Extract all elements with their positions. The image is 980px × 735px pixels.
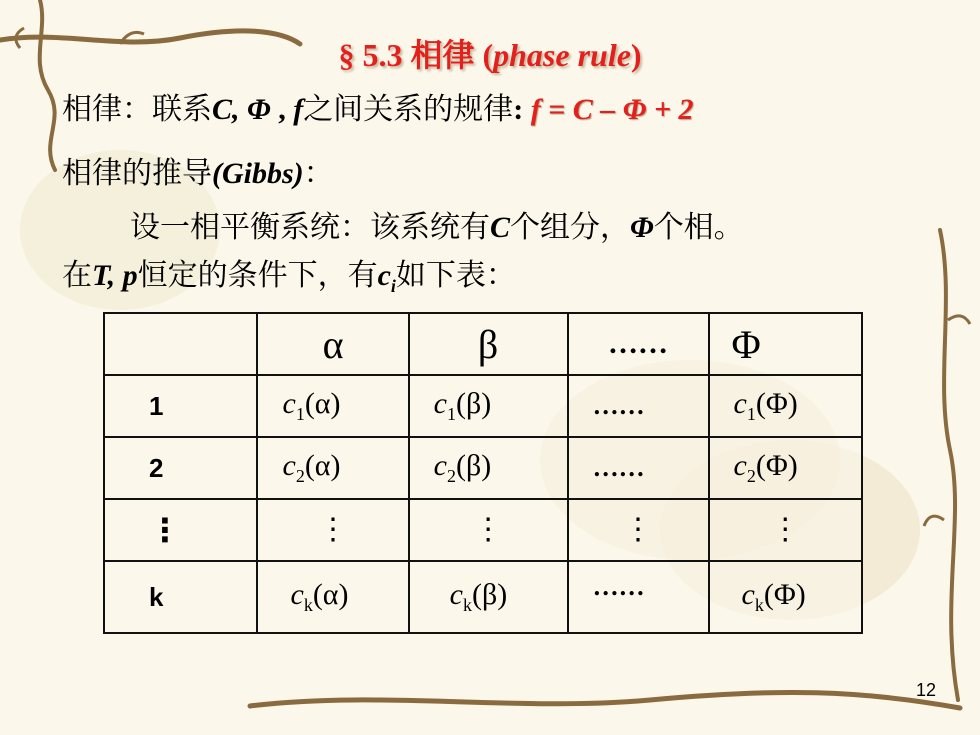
colon: ：: [303, 156, 334, 191]
table-cell: $c_2(\beta)$: [409, 437, 568, 499]
table-cell: $c_k(\alpha)$: [257, 561, 408, 633]
table-cell: $c_1(\beta)$: [409, 375, 568, 437]
phase-rule-formula: f = C – Φ + 2: [523, 93, 694, 126]
row-label: ⋮: [104, 499, 257, 561]
table-row: [104, 499, 862, 561]
derivation-heading: [62, 156, 334, 192]
table-cell: ⋮: [257, 499, 408, 561]
row-label: k: [104, 561, 257, 633]
title-english: phase rule: [493, 37, 631, 73]
header-cell: β: [409, 313, 568, 375]
gibbs: (Gibbs): [212, 157, 304, 190]
table-cell: $c_1(\Phi)$: [709, 375, 863, 437]
symbol-tp: T, p: [92, 259, 138, 292]
table-row: [104, 561, 862, 633]
table-row: [104, 437, 862, 499]
text: 设一相平衡系统：该系统有: [130, 210, 490, 245]
row-label: 2: [104, 437, 257, 499]
header-cell: ……: [568, 313, 709, 375]
slide-title: [0, 30, 980, 76]
table-row: [104, 375, 862, 437]
table-header-row: [104, 313, 862, 375]
text: 如下表：: [395, 258, 516, 293]
symbol-c: c: [377, 259, 391, 292]
page-number: 12: [915, 680, 936, 700]
table-cell: ⋮: [709, 499, 863, 561]
header-cell: [104, 313, 257, 375]
table-cell: ……: [568, 561, 709, 633]
text: 个组分，: [510, 210, 631, 245]
table-cell: $c_1(\alpha)$: [257, 375, 408, 437]
table-cell: $c_k(\Phi)$: [709, 561, 863, 633]
header-cell: Φ: [709, 313, 863, 375]
text: 相律：联系: [62, 92, 212, 127]
table-cell: ⋮: [568, 499, 709, 561]
symbol-f: f: [293, 93, 304, 126]
row-label: 1: [104, 375, 257, 437]
symbol-phi: Φ: [630, 211, 654, 244]
text: 在: [62, 258, 92, 293]
text: 恒定的条件下，有: [137, 258, 378, 293]
symbol-phi: Φ: [239, 93, 271, 126]
table-cell: $c_2(\Phi)$: [709, 437, 863, 499]
title-suffix: ): [630, 37, 642, 73]
title-prefix: § 5.3 相律 (: [338, 37, 494, 73]
symbol-c: C: [490, 211, 511, 244]
header-cell: α: [257, 313, 408, 375]
system-description: [130, 210, 744, 246]
table-cell: ⋮: [409, 499, 568, 561]
condition-line: [62, 258, 516, 298]
table-cell: ……: [568, 375, 709, 437]
table-cell: $c_2(\alpha)$: [257, 437, 408, 499]
subscript-i: i: [390, 276, 396, 296]
symbol-c: C,: [212, 93, 240, 126]
text: 之间关系的规律: [303, 92, 514, 127]
table-cell: ……: [568, 437, 709, 499]
separator: ,: [270, 93, 294, 126]
text: 相律的推导: [62, 156, 212, 191]
concentration-table: [103, 312, 863, 634]
colon: :: [513, 93, 524, 126]
phase-rule-definition: [62, 92, 694, 128]
table-cell: $c_k(\beta)$: [409, 561, 568, 633]
text: 个相。: [653, 210, 744, 245]
